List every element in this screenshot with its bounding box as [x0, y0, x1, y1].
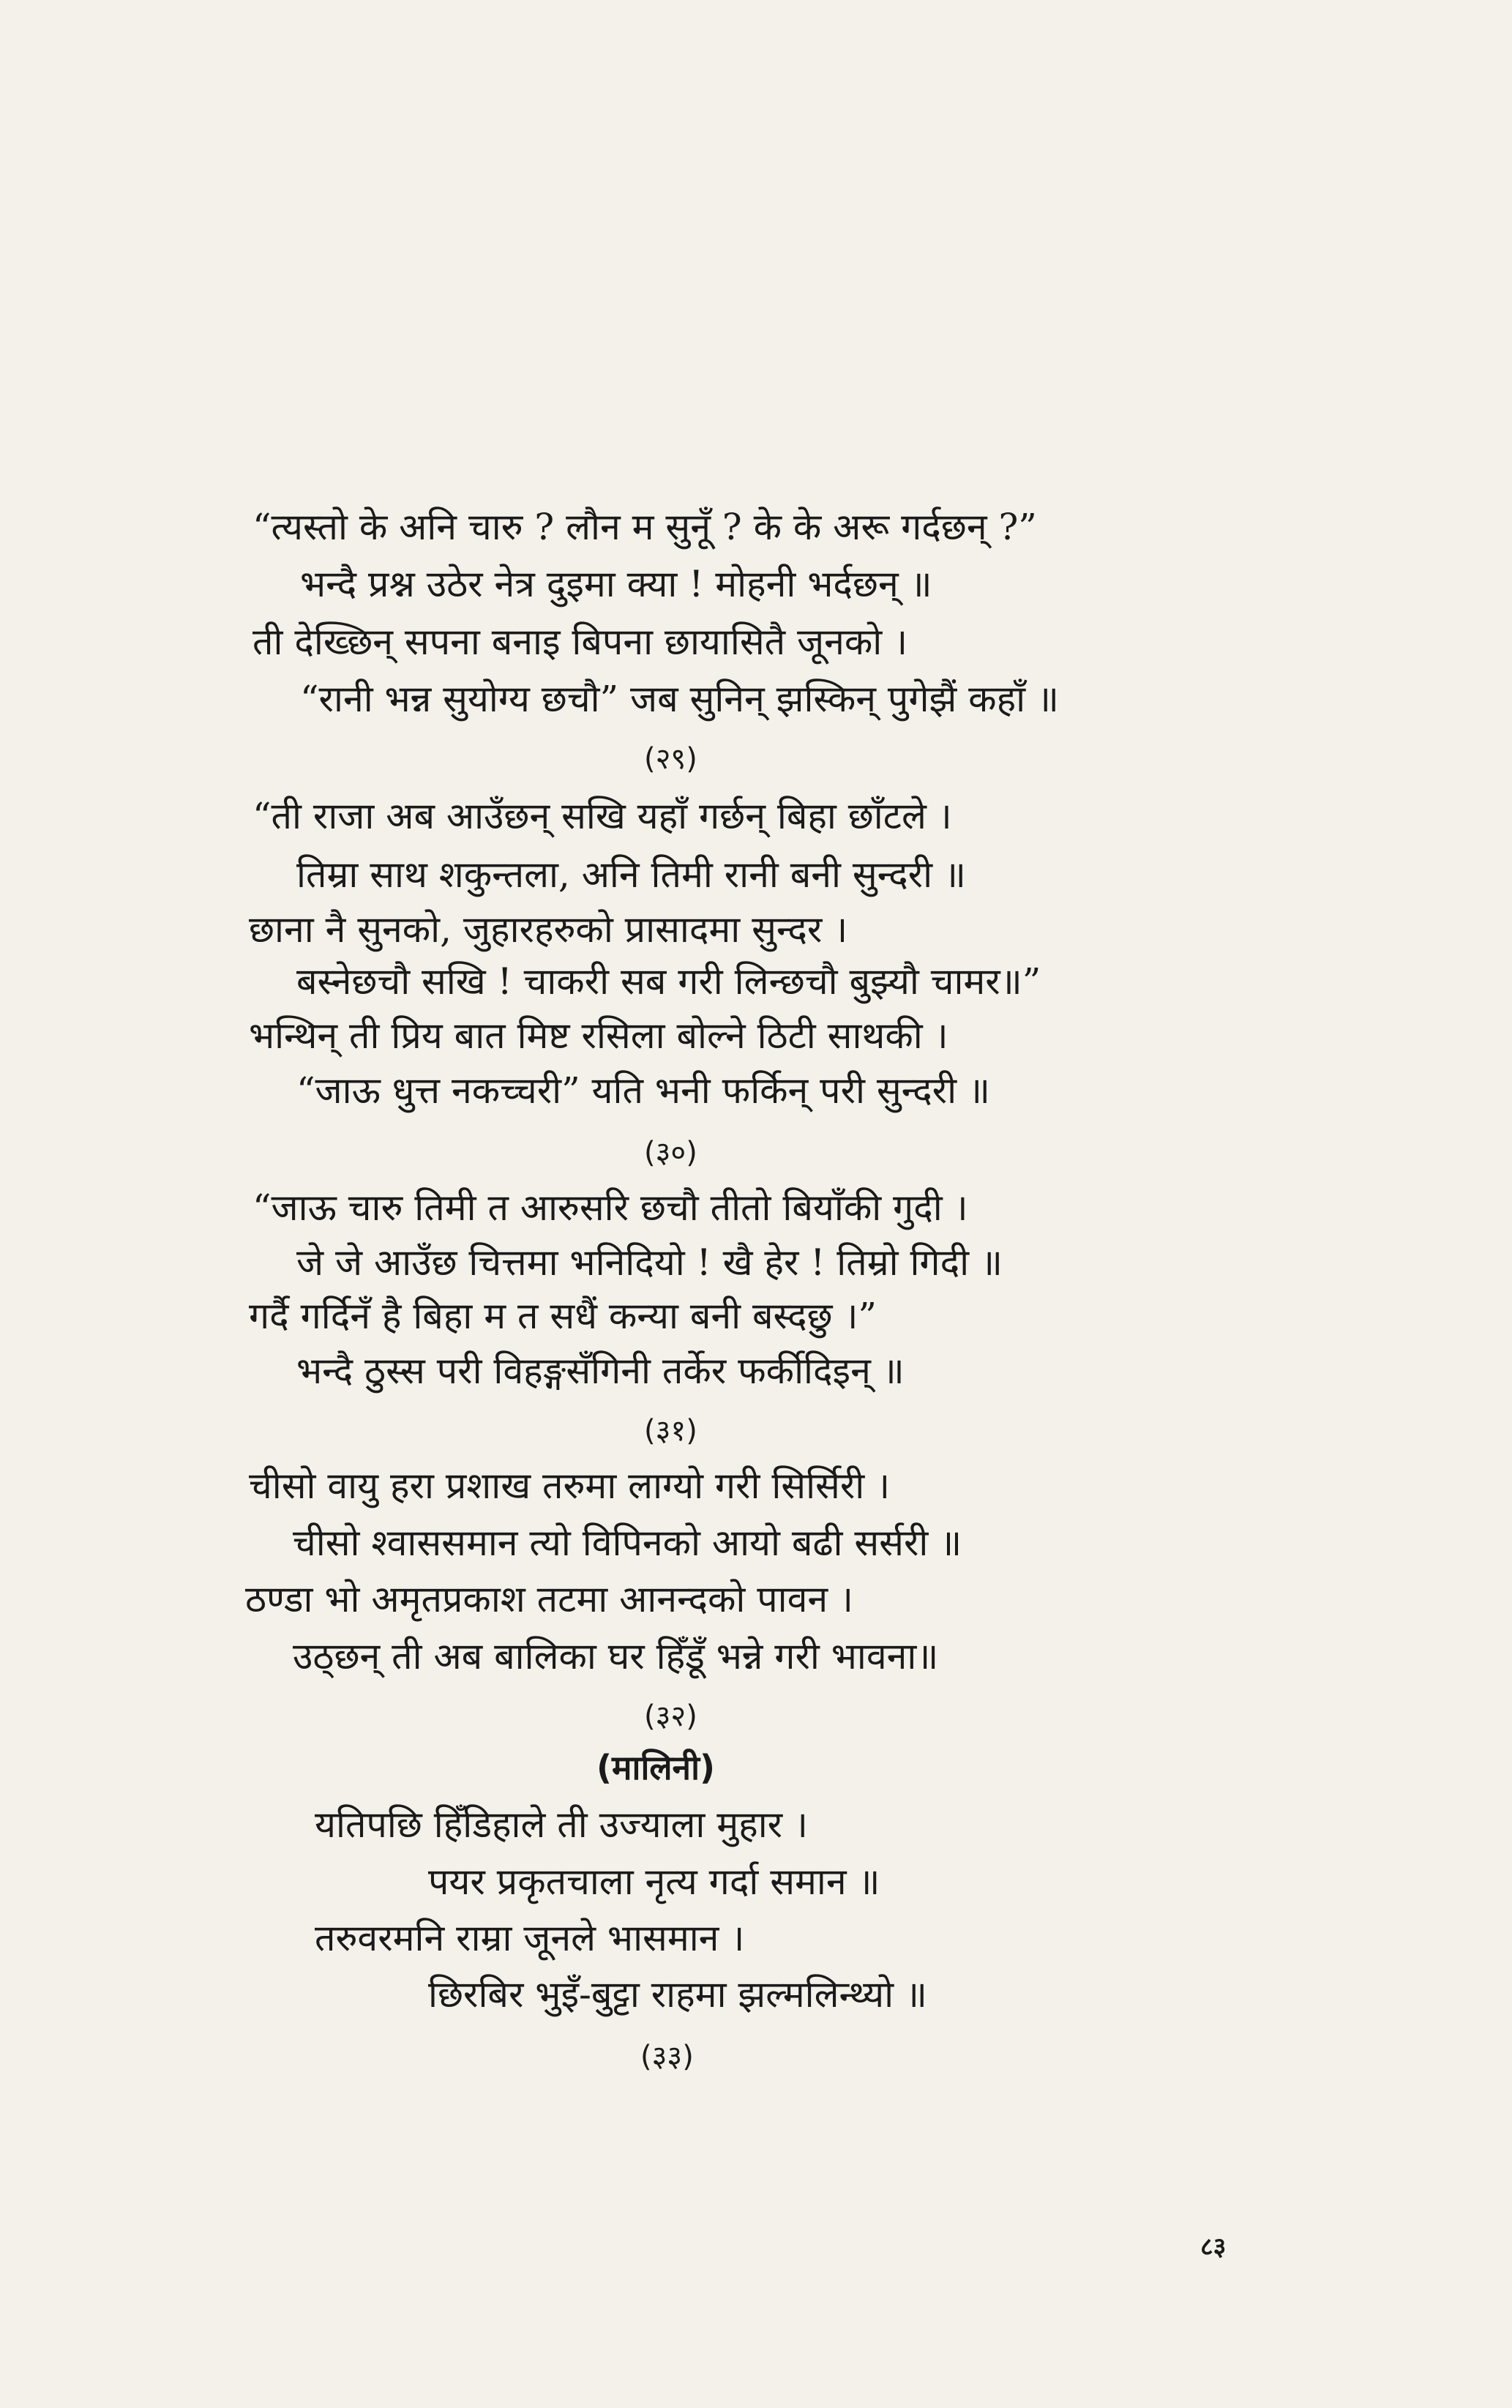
stanza-number: (३३)	[640, 2040, 694, 2074]
stanza-number: (२९)	[644, 742, 697, 776]
verse-line: “रानी भन्न सुयोग्य छचौ” जब सुनिन् झस्किन् पुगेझैं कहाँ ॥	[300, 678, 1059, 720]
verse-line: पयर प्रकृतचाला नृत्य गर्दा समान ॥	[428, 1861, 880, 1903]
page-number: ८३	[1200, 2232, 1227, 2262]
verse-line: चीसो वायु हरा प्रशाख तरुमा लाग्यो गरी सिर्सिरी ।	[249, 1465, 891, 1507]
verse-line: उठ्छन् ती अब बालिका घर हिँडूँ भन्ने गरी भावना॥	[293, 1635, 939, 1678]
verse-line: छिरबिर भुइँ-बुट्टा राहमा झल्मलिन्थ्यो ॥	[428, 1973, 927, 2016]
verse-line: भन्दै प्रश्न उठेर नेत्र दुइमा क्या ! मोहनी भर्दछन् ॥	[300, 563, 932, 605]
metre-heading: (मालिनी)	[596, 1748, 716, 1787]
verse-line: ती देख्छिन् सपना बनाइ बिपना छायासितै जूनको ।	[252, 621, 908, 663]
verse-line: चीसो श्वाससमान त्यो विपिनको आयो बढी सर्सरी ॥	[293, 1522, 962, 1564]
stanza-number: (३०)	[644, 1136, 697, 1170]
verse-line: “त्यस्तो के अनि चारु ? लौन म सुनूँ ? के के अरू गर्दछन् ?”	[252, 506, 1037, 548]
verse-line: “जाऊ धुत्त नकच्चरी” यति भनी फर्किन् परी सुन्दरी ॥	[296, 1069, 990, 1112]
verse-line: तरुवरमनि राम्रा जूनले भासमान ।	[315, 1917, 745, 1959]
verse-line: गर्दै गर्दिनँ है बिहा म त सधैं कन्या बनी बस्दछु ।”	[249, 1295, 877, 1337]
verse-line: भन्थिन् ती प्रिय बात मिष्ट रसिला बोल्ने ठिटी साथकी ।	[249, 1014, 948, 1057]
verse-line: भन्दै ठुस्स परी विहङ्गसँगिनी तर्केर फर्कीदिइन् ॥	[296, 1350, 905, 1392]
stanza-number: (३१)	[644, 1414, 697, 1448]
verse-line: जे जे आउँछ चित्तमा भनिदियो ! खै हेर ! तिम्रो गिदी ॥	[296, 1241, 1003, 1284]
verse-line: बस्नेछचौ सखि ! चाकरी सब गरी लिन्छचौ बुझ्यौ चामर॥”	[296, 960, 1041, 1003]
verse-line: “ती राजा अब आउँछन् सखि यहाँ गर्छन् बिहा छाँटले ।	[252, 795, 952, 837]
stanza-number: (३२)	[644, 1700, 697, 1733]
verse-line: तिम्रा साथ शकुन्तला, अनि तिमी रानी बनी सुन्दरी ॥	[296, 853, 966, 896]
verse-line: यतिपछि हिँडिहाले ती उज्याला मुहार ।	[315, 1803, 808, 1846]
verse-line: ठण्डा भो अमृतप्रकाश तटमा आनन्दको पावन ।	[245, 1578, 853, 1620]
verse-line: “जाऊ चारु तिमी त आरुसरि छचौ तीतो बियाँकी गुदी ।	[252, 1186, 968, 1229]
verse-line: छाना नै सुनको, जुहारहरुको प्रासादमा सुन्दर ।	[249, 908, 848, 951]
